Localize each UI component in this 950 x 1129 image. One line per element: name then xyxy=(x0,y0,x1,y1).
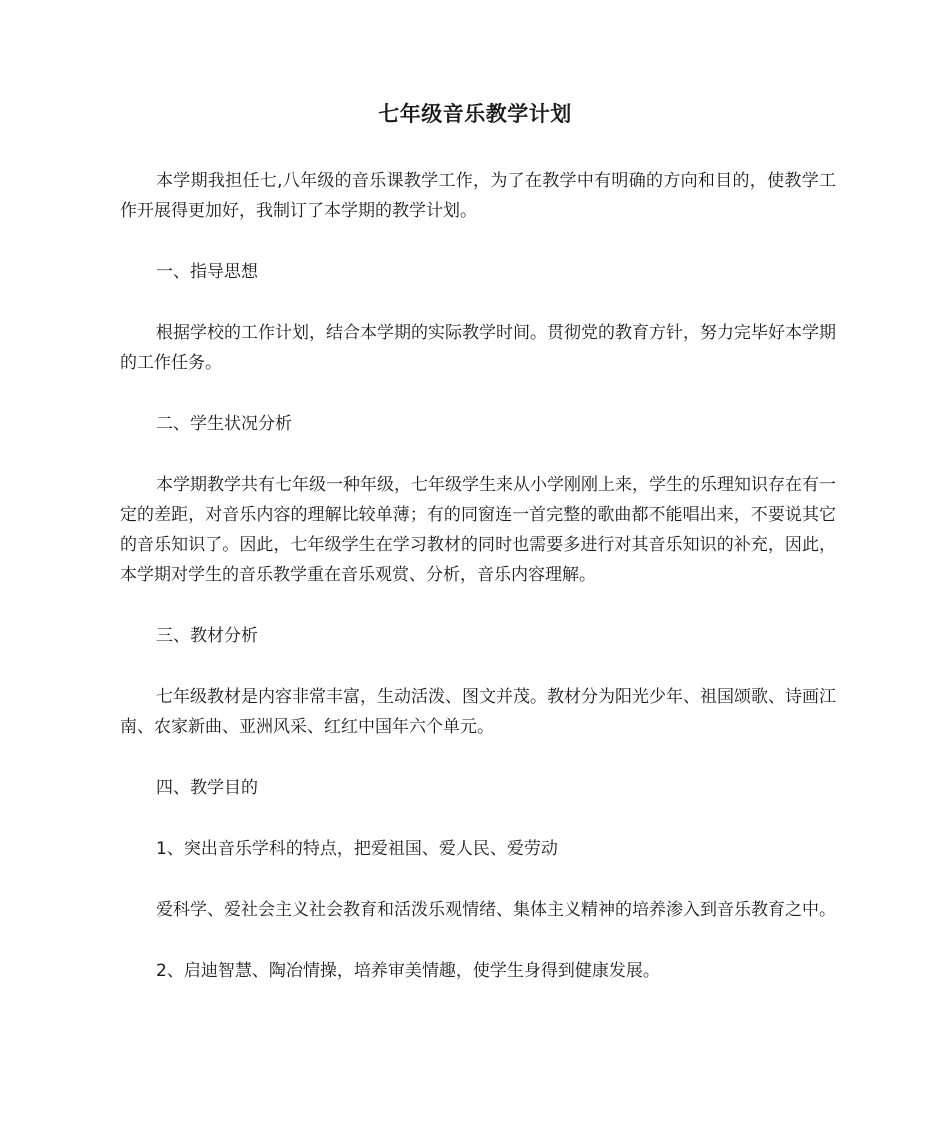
body-paragraph: 本学期教学共有七年级一种年级，七年级学生来从小学刚刚上来，学生的乐理知识存在有一定的差距，对音乐内容的理解比较单薄；有的同窗连一首完整的歌曲都不能唱出来，不要说其它的音乐知识了。因此，七年级学生在学习教材的同时也需要多进行对其音乐知识的补充，因此，本学期对学生的音乐教学重在音乐观赏、分析，音乐内容理解。 xyxy=(120,475,836,585)
section-heading-teaching-goals: 四、教学目的 xyxy=(156,778,258,798)
goal-item: 2、启迪智慧、陶冶情操，培养审美情趣，使学生身得到健康发展。 xyxy=(156,961,660,981)
document-title: 七年级音乐教学计划 xyxy=(378,102,572,126)
section-heading-guiding-thought: 一、指导思想 xyxy=(156,262,258,282)
body-paragraph: 根据学校的工作计划，结合本学期的实际教学时间。贯彻党的教育方针，努力完毕好本学期的工作任务。 xyxy=(120,323,836,373)
goal-item: 1、突出音乐学科的特点，把爱祖国、爱人民、爱劳动 xyxy=(156,839,558,859)
body-paragraph: 七年级教材是内容非常丰富，生动活泼、图文并茂。教材分为阳光少年、祖国颂歌、诗画江南、农家新曲、亚洲风采、红红中国年六个单元。 xyxy=(120,687,836,737)
goal-continuation: 爱科学、爱社会主义社会教育和活泼乐观情绪、集体主义精神的培养渗入到音乐教育之中。 xyxy=(156,900,836,920)
section-heading-textbook-analysis: 三、教材分析 xyxy=(156,626,258,646)
document-body xyxy=(120,166,836,1017)
intro-paragraph: 本学期我担任七,八年级的音乐课教学工作，为了在教学中有明确的方向和目的，使教学工作开展得更加好，我制订了本学期的教学计划。 xyxy=(120,171,836,221)
section-heading-student-analysis: 二、学生状况分析 xyxy=(156,414,292,434)
